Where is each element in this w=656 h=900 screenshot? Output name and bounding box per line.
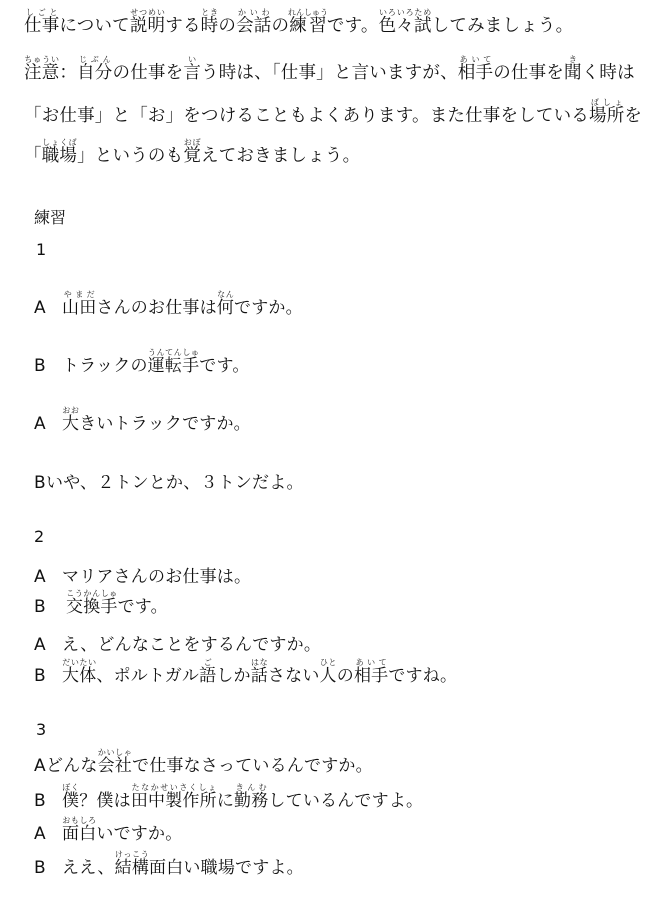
furigana-reading: ご (199, 658, 217, 667)
furigana-word: 会社かいしゃ (97, 748, 133, 776)
furigana-word: 何なん (216, 290, 235, 318)
intro-line-1: 仕事しごとについて説明せつめいする時ときの会話かいわの練習れんしゅうです。色々いろいろ試ためしてみましょう。 (24, 8, 574, 36)
intro-line-2: 注意ちゅうい：自分じぶんの仕事を言いう時は、「仕事」と言いますが、相手あいての仕事を聞きく時は (24, 55, 635, 83)
furigana-word: 田中製作所たなかせいさくしょ (130, 783, 217, 811)
dialog-text: 交換手こうかんしゅです。 (66, 589, 168, 617)
furigana-reading: かいしゃ (97, 748, 133, 757)
furigana-reading: ぼく (62, 783, 80, 792)
furigana-word: 練習れんしゅう (288, 8, 329, 36)
furigana-reading: おぼ (183, 138, 202, 147)
dialog-line (34, 816, 656, 844)
dialog-text: 大おおきいトラックですか。 (62, 406, 251, 434)
furigana-word: 結構けっこう (114, 850, 150, 878)
furigana-reading: きんむ (234, 783, 269, 792)
furigana-reading: だいたい (62, 658, 97, 667)
furigana-word: 試ため (414, 8, 432, 36)
furigana-reading: せつめい (129, 8, 166, 17)
speaker-label: A (34, 298, 46, 318)
furigana-word: 僕ぼく (62, 783, 80, 811)
furigana-word: 語ご (199, 658, 217, 686)
furigana-word: 注意ちゅうい (24, 55, 60, 83)
dialog-line (34, 348, 656, 376)
furigana-word: 覚おぼ (183, 138, 202, 166)
furigana-reading: れんしゅう (288, 8, 329, 17)
furigana-reading: いろいろ (378, 8, 414, 17)
furigana-reading: こうかんしゅ (66, 589, 118, 598)
speaker-label: A (34, 414, 46, 434)
furigana-word: 場所ばしょ (589, 98, 625, 126)
intro-line-4: 「職場しょくば」というのも覚おぼえておきましょう。 (24, 138, 361, 166)
furigana-reading: はな (250, 658, 268, 667)
dialog-text: 大体だいたい、ポルトガル語ごしか話はなさない人ひとの相手あいてですね。 (62, 658, 458, 686)
furigana-reading: うんてんしゅ (147, 348, 200, 357)
furigana-reading: たなかせいさくしょ (130, 783, 217, 792)
speaker-label: B (34, 791, 46, 811)
dialog-text: いや、２トンとか、３トンだよ。 (46, 473, 304, 493)
exercise-number: 1 (36, 240, 47, 259)
furigana-word: 言い (183, 55, 202, 83)
furigana-reading: ちゅうい (24, 55, 60, 64)
furigana-reading: とき (200, 8, 219, 17)
dialog-text: トラックの運転手うんてんしゅです。 (62, 348, 250, 376)
dialog-line (34, 589, 656, 617)
furigana-word: 色々いろいろ (378, 8, 414, 36)
intro-line-3: 「お仕事」と「お」をつけることもよくあります。また仕事をしている場所ばしょを (24, 98, 643, 126)
furigana-word: 相手あいて (353, 658, 389, 686)
furigana-reading: き (564, 55, 582, 64)
dialog-line (34, 290, 656, 318)
speaker-label: A (34, 567, 46, 587)
dialog-text: 僕ぼく？僕は田中製作所たなかせいさくしょに勤務きんむしているんですよ。 (62, 783, 424, 811)
furigana-reading: ひと (319, 658, 337, 667)
furigana-reading: ばしょ (589, 98, 625, 107)
furigana-word: 運転手うんてんしゅ (147, 348, 200, 376)
furigana-reading: あいて (353, 658, 389, 667)
exercise-number: 2 (34, 527, 45, 546)
furigana-reading: い (183, 55, 202, 64)
furigana-reading: おお (62, 406, 80, 415)
furigana-reading: ため (414, 8, 432, 17)
furigana-word: 大体だいたい (62, 658, 97, 686)
furigana-word: 聞き (564, 55, 582, 83)
dialog-text: え、どんなことをするんですか。 (62, 635, 322, 655)
exercise-number: 3 (36, 720, 47, 739)
dialog-line (34, 562, 656, 587)
furigana-word: 説明せつめい (129, 8, 166, 36)
dialog-line (34, 850, 656, 878)
furigana-word: 仕事しごと (24, 8, 60, 36)
furigana-reading: やまだ (62, 290, 97, 299)
furigana-reading: しごと (24, 8, 60, 17)
dialog-line (34, 658, 656, 686)
dialog-text: マリアさんのお仕事は。 (62, 567, 252, 587)
speaker-label: A (34, 635, 46, 655)
dialog-line (34, 783, 656, 811)
furigana-reading: なん (216, 290, 235, 299)
furigana-reading: しょくば (41, 138, 78, 147)
furigana-word: 相手あいて (457, 55, 494, 83)
dialog-text: どんな会社かいしゃで仕事なさっているんですか。 (46, 748, 373, 776)
dialog-line (34, 406, 656, 434)
furigana-word: 交換手こうかんしゅ (66, 589, 118, 617)
furigana-reading: おもしろ (62, 816, 97, 825)
furigana-word: 会話かいわ (236, 8, 272, 36)
dialog-text: 山田やまださんのお仕事は何なんですか。 (62, 290, 303, 318)
furigana-word: 話はな (250, 658, 268, 686)
speaker-label: B (34, 473, 46, 493)
dialog-text: 面白おもしろいですか。 (62, 816, 183, 844)
furigana-reading: けっこう (114, 850, 150, 859)
furigana-word: 人ひと (319, 658, 337, 686)
furigana-reading: あいて (457, 55, 494, 64)
speaker-label: B (34, 356, 46, 376)
dialog-text: ええ、結構けっこう面白い職場ですよ。 (62, 850, 304, 878)
dialog-line (34, 748, 656, 776)
speaker-label: A (34, 756, 46, 776)
furigana-word: 職場しょくば (41, 138, 78, 166)
furigana-word: 山田やまだ (62, 290, 97, 318)
furigana-reading: じぶん (77, 55, 113, 64)
speaker-label: A (34, 824, 46, 844)
furigana-word: 大おお (62, 406, 80, 434)
speaker-label: B (34, 666, 46, 686)
furigana-word: 面白おもしろ (62, 816, 97, 844)
furigana-word: 時とき (200, 8, 219, 36)
dialog-line (34, 630, 656, 655)
furigana-word: 自分じぶん (77, 55, 113, 83)
practice-heading: 練習 (34, 208, 67, 227)
furigana-word: 勤務きんむ (234, 783, 269, 811)
speaker-label: B (34, 597, 46, 617)
speaker-label: B (34, 858, 46, 878)
furigana-reading: かいわ (236, 8, 272, 17)
dialog-line (34, 468, 656, 493)
